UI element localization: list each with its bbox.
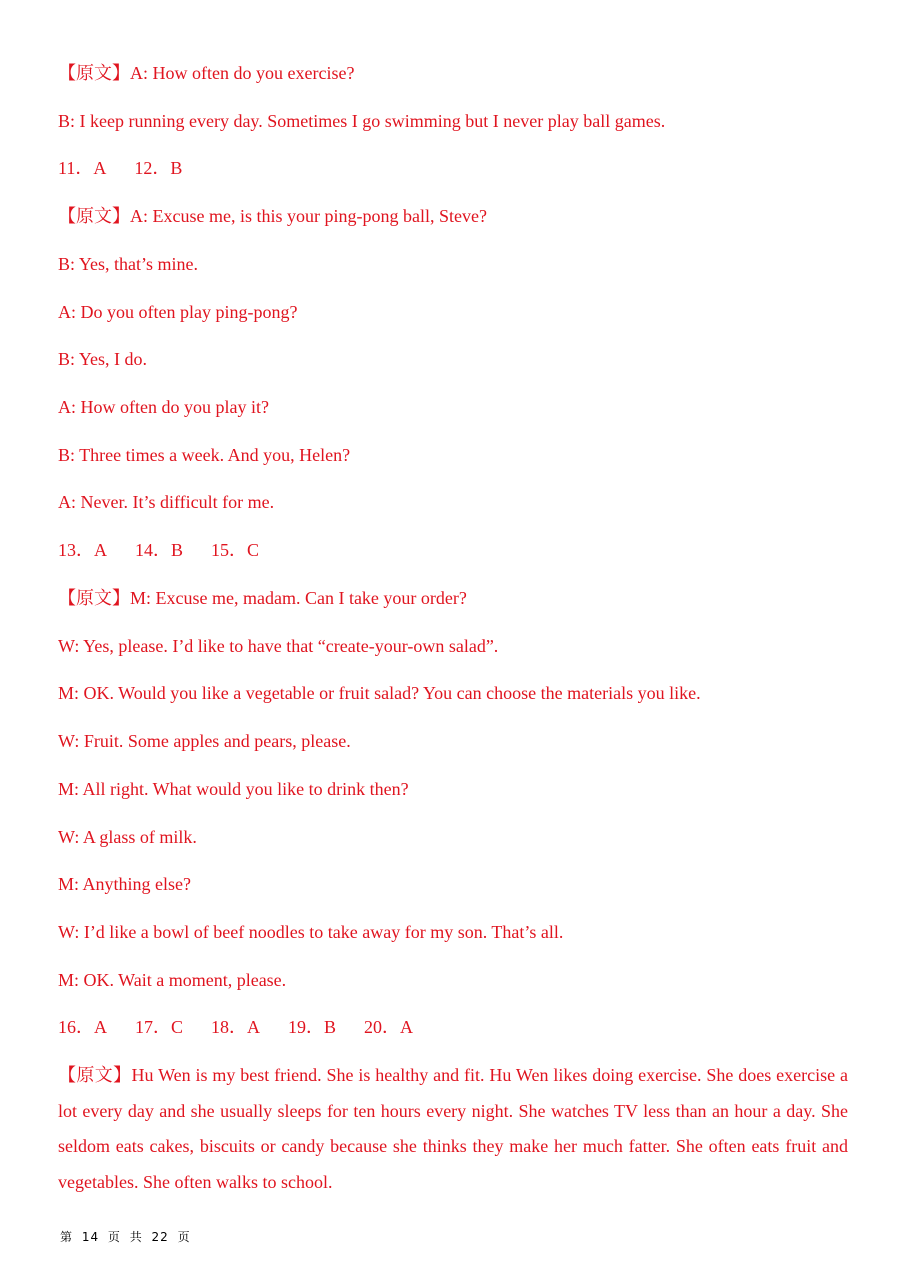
dialogue-text: M: Anything else? (58, 874, 191, 894)
transcript-line (58, 635, 498, 657)
transcript-line (58, 826, 197, 848)
transcript-line (58, 969, 286, 991)
answer-item: 17．C (135, 1017, 184, 1037)
transcript-line (58, 921, 563, 943)
dialogue-text: A: Do you often play ping-pong? (58, 302, 298, 322)
transcript-line (58, 348, 147, 370)
answer-row (58, 157, 210, 179)
transcript-line (58, 730, 351, 752)
transcript-line (58, 491, 274, 513)
transcript-line (58, 205, 487, 227)
dialogue-text: M: OK. Would you like a vegetable or fruit salad? You can choose the materials you like. (58, 683, 701, 703)
dialogue-text: A: How often do you exercise? (130, 63, 355, 83)
dialogue-text: B: Yes, I do. (58, 349, 148, 369)
dialogue-text: B: Three times a week. And you, Helen? (58, 445, 351, 465)
source-tag: 【原文】 (58, 206, 130, 226)
transcript-line (58, 301, 297, 323)
dialogue-text: W: A glass of milk. (58, 827, 197, 847)
dialogue-text: A: Excuse me, is this your ping-pong ball, Steve? (130, 206, 487, 226)
transcript-line (58, 682, 701, 704)
dialogue-text: M: Excuse me, madam. Can I take your order? (130, 588, 467, 608)
transcript-line (58, 62, 354, 84)
transcript-line (58, 110, 665, 132)
transcript-line (58, 873, 191, 895)
transcript-line (58, 253, 198, 275)
transcript-line (58, 778, 409, 800)
answer-item: 20．A (364, 1017, 414, 1037)
answer-item: 16．A (58, 1017, 107, 1037)
dialogue-text: W: Fruit. Some apples and pears, please. (58, 731, 351, 751)
source-tag: 【原文】 (58, 1065, 132, 1085)
answer-item: 14．B (135, 540, 184, 560)
answer-item: 15．C (211, 540, 260, 560)
dialogue-text: A: Never. It’s difficult for me. (58, 492, 275, 512)
dialogue-text: M: OK. Wait a moment, please. (58, 970, 287, 990)
dialogue-text: W: Yes, please. I’d like to have that “create-your-own salad”. (58, 636, 499, 656)
transcript-line (58, 396, 269, 418)
answer-item: 12．B (134, 158, 183, 178)
dialogue-text: B: Yes, that’s mine. (58, 254, 199, 274)
passage-paragraph (58, 1058, 848, 1200)
transcript-line (58, 444, 350, 466)
dialogue-text: A: How often do you play it? (58, 397, 269, 417)
answer-row (58, 1016, 441, 1038)
answer-row (58, 539, 287, 561)
answer-item: 19．B (288, 1017, 337, 1037)
source-tag: 【原文】 (58, 63, 130, 83)
source-tag: 【原文】 (58, 588, 130, 608)
answer-item: 11．A (58, 158, 107, 178)
page-footer: 第 14 页 共 22 页 (60, 1230, 191, 1244)
passage-text: Hu Wen is my best friend. She is healthy and fit. Hu Wen likes doing exercise. She does exercise a lot every day and she usually sleeps for ten hours every night. She watches TV less than an hour a day. She seldom eats cakes, biscuits or candy because she thinks they make her much fatter. She often eats fruit and vegetables. She often walks to school. (58, 1065, 849, 1192)
dialogue-text: B: I keep running every day. Sometimes I go swimming but I never play ball games. (58, 111, 666, 131)
dialogue-text: W: I’d like a bowl of beef noodles to take away for my son. That’s all. (58, 922, 564, 942)
answer-item: 18．A (211, 1017, 261, 1037)
answer-item: 13．A (58, 540, 107, 560)
transcript-line (58, 587, 467, 609)
dialogue-text: M: All right. What would you like to drink then? (58, 779, 409, 799)
